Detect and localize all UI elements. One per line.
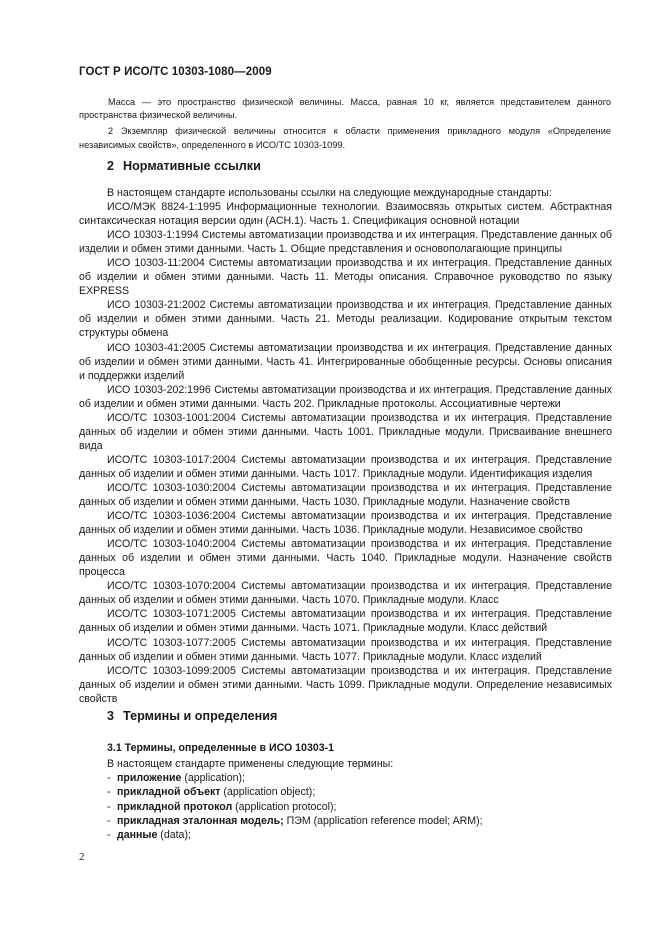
list-item: - приложение (application);	[107, 772, 245, 784]
list-item: - прикладной протокол (application protocol);	[107, 800, 337, 813]
reference-paragraph: ИСО 10303-11:2004 Системы автоматизации производства и их интеграция. Представление данных об изделии и обмен этими данными. Часть 11. Методы описания. Справочное руководство по языку EXPRESS	[79, 257, 612, 298]
term-name: данные	[117, 829, 158, 842]
section-number: 2	[107, 159, 115, 173]
reference-paragraph: ИСО/МЭК 8824-1:1995 Информационные технологии. Взаимосвязь открытых систем. Абстрактная синтаксическая нотация версии один (АСН.1). Часть 1. Спецификация основной нотации	[79, 201, 612, 228]
list-item: - прикладной объект (application object);	[107, 786, 316, 799]
reference-paragraph: ИСО 10303-202:1996 Системы автоматизации производства и их интеграция. Представление данных об изделии и обмен этими данными. Часть 202. Прикладные протоколы. Ассоциативные чертежи	[79, 383, 612, 410]
list-item: - данные (data);	[107, 829, 191, 842]
section-title-text: Нормативные ссылки	[123, 159, 261, 173]
term-name: прикладная эталонная модель;	[117, 814, 284, 827]
reference-paragraph: ИСО 10303-41:2005 Системы автоматизации производства и их интеграция. Представление данных об изделии и обмен этими данными. Часть 41. Интегрированные обобщенные ресурсы. Основы описания и поддержки изделий	[79, 341, 612, 382]
term-name: приложение	[117, 772, 182, 784]
reference-paragraph: ИСО/ТС 10303-1071:2005 Системы автоматизации производства и их интеграция. Представление данных об изделии и обмен этими данными. Часть 1071. Прикладные модули. Класс действий	[79, 608, 612, 635]
page-number: 2	[79, 851, 85, 863]
reference-paragraph: ИСО/ТС 10303-1070:2004 Системы автоматизации производства и их интеграция. Представление данных об изделии и обмен этими данными. Часть 1070. Прикладные модули. Класс	[79, 580, 612, 607]
reference-paragraph: ИСО 10303-21:2002 Системы автоматизации производства и их интеграция. Представление данных об изделии и обмен этими данными. Часть 21. Методы реализации. Кодирование открытым текстом структуры обмена	[79, 299, 612, 340]
reference-paragraph: ИСО 10303-1:1994 Системы автоматизации производства и их интеграция. Представление данных об изделии и обмен этими данными. Часть 1. Общие представления и основополагающие принципы	[79, 229, 612, 256]
term-name: прикладной объект	[117, 786, 221, 799]
list-item: - прикладная эталонная модель; ПЭМ (application reference model; ARM);	[107, 814, 483, 827]
note-paragraph: 2 Экземпляр физической величины относится к области применения прикладного модуля «Определение независимых свойств», определенного в ИСО/ТС 10303-1099.	[79, 126, 611, 150]
section-2-title	[107, 159, 261, 173]
term-rest: ПЭМ (application reference model; ARM);	[283, 814, 483, 827]
reference-paragraph: ИСО/ТС 10303-1099:2005 Системы автоматизации производства и их интеграция. Представление данных об изделии и обмен этими данными. Часть 1099. Прикладные модули. Определение независимых свойств	[79, 664, 612, 705]
note-paragraph: Масса — это пространство физической величины. Масса, равная 10 кг, является представителем данного пространства физической величины.	[79, 97, 611, 121]
reference-paragraph: ИСО/ТС 10303-1036:2004 Системы автоматизации производства и их интеграция. Представление данных об изделии и обмен этими данными. Часть 1036. Прикладные модули. Независимое свойство	[79, 510, 612, 537]
reference-paragraph: ИСО/ТС 10303-1077:2005 Системы автоматизации производства и их интеграция. Представление данных об изделии и обмен этими данными. Часть 1077. Прикладные модули. Класс изделий	[79, 636, 612, 663]
section-3-title	[107, 709, 277, 723]
notes-block	[79, 96, 611, 152]
term-rest: (application);	[181, 772, 245, 784]
reference-paragraph: ИСО/ТС 10303-1001:2004 Системы автоматизации производства и их интеграция. Представление данных об изделии и обмен этими данными. Часть 1001. Прикладные модули. Присваивание внешнего вида	[79, 411, 612, 452]
term-rest: (application protocol);	[232, 800, 337, 813]
term-rest: (data);	[157, 829, 191, 842]
reference-paragraph: ИСО/ТС 10303-1030:2004 Системы автоматизации производства и их интеграция. Представление данных об изделии и обмен этими данными. Часть 1030. Прикладные модули. Назначение свойств	[79, 481, 612, 509]
subsection-3-1-title: 3.1 Термины, определенные в ИСО 10303-1	[107, 742, 335, 754]
reference-paragraph: В настоящем стандарте использованы ссылки на следующие международные стандарты:	[107, 187, 552, 199]
terms-list	[107, 771, 483, 842]
reference-paragraph: ИСО/ТС 10303-1017:2004 Системы автоматизации производства и их интеграция. Представление данных об изделии и обмен этими данными. Часть 1017. Прикладные модули. Идентификация изделия	[79, 453, 612, 480]
terms-intro: В настоящем стандарте применены следующие термины:	[107, 758, 394, 770]
term-name: прикладной протокол	[117, 800, 233, 813]
section-number: 3	[107, 709, 115, 723]
term-rest: (application object);	[220, 786, 316, 799]
normative-references	[79, 186, 612, 706]
reference-paragraph: ИСО/ТС 10303-1040:2004 Системы автоматизации производства и их интеграция. Представление данных об изделии и обмен этими данными. Часть 1040. Прикладные модули. Назначение свойств процесса	[79, 538, 612, 579]
document-header: ГОСТ Р ИСО/ТС 10303-1080—2009	[79, 66, 272, 78]
section-title-text: Термины и определения	[123, 709, 278, 723]
